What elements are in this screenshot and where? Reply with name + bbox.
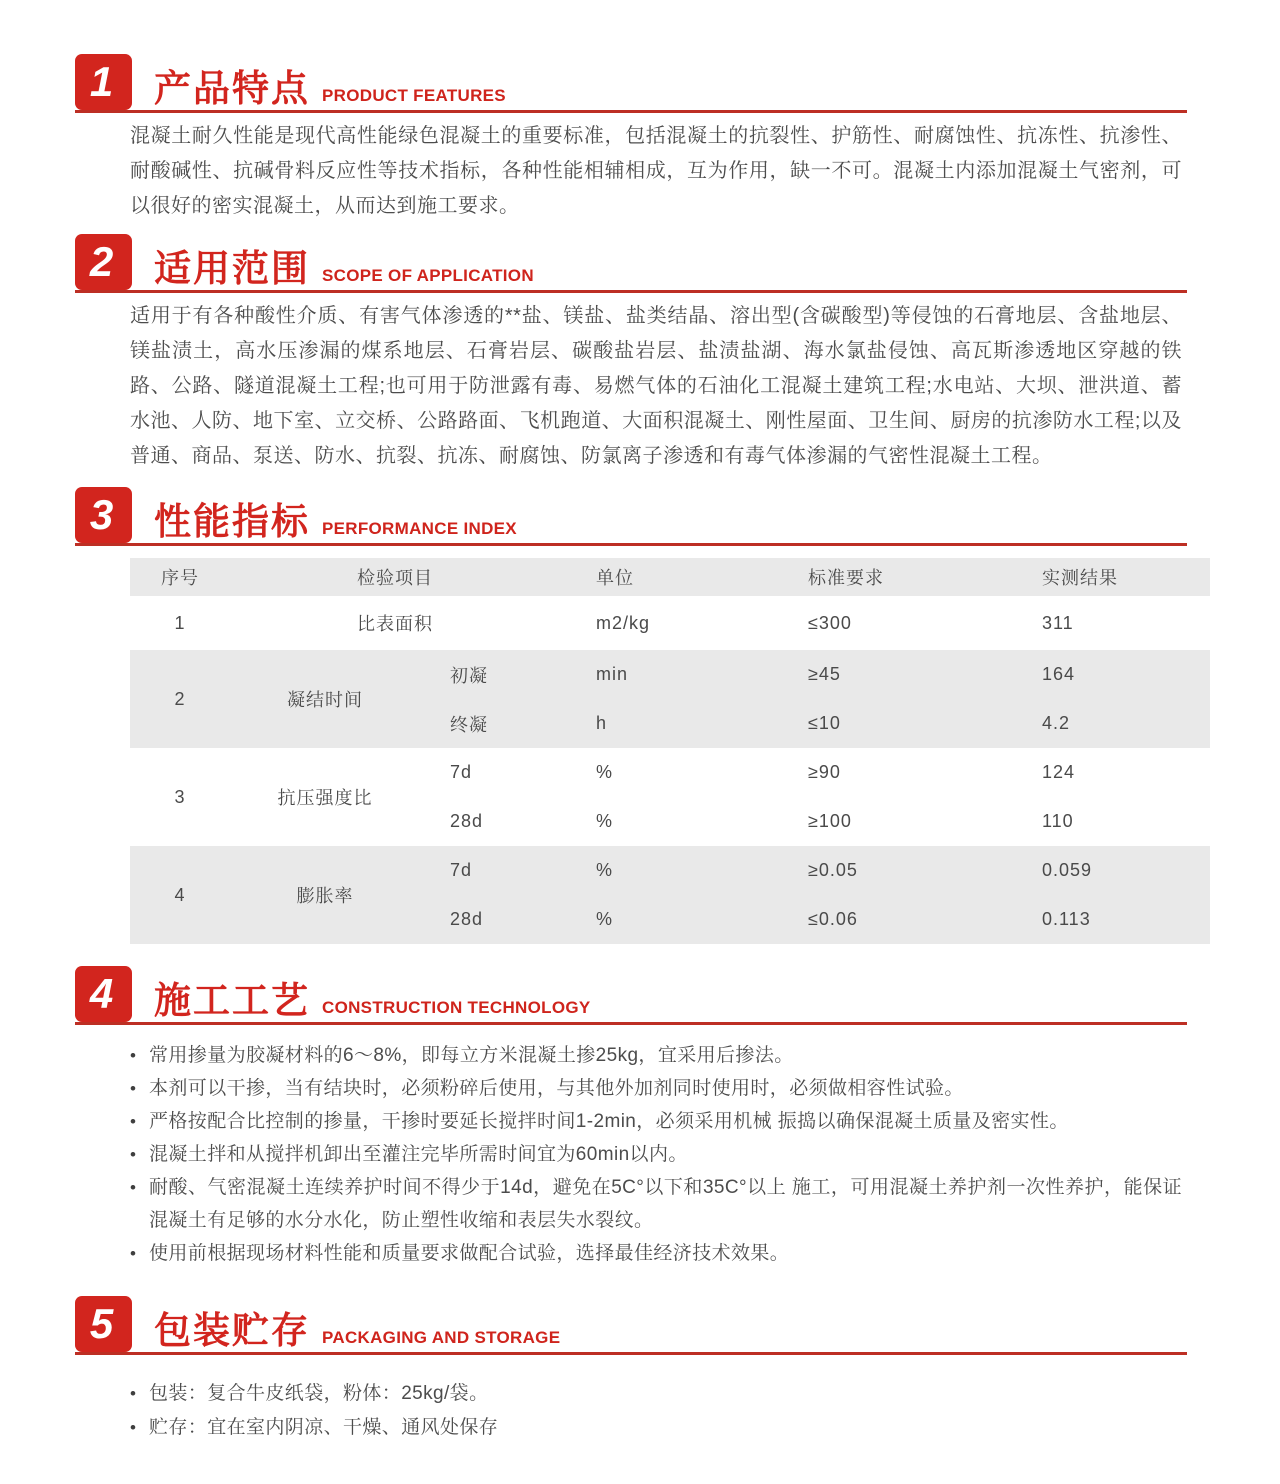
section-5-number-badge — [75, 1296, 132, 1352]
col-header-measured: 实测结果 — [1042, 568, 1118, 588]
section-construction-technology — [0, 964, 1280, 1270]
cell-no: 4 — [174, 884, 186, 905]
cell-standard: ≥100 — [808, 811, 852, 831]
section-4-title: 施工工艺 — [154, 980, 310, 1021]
cell-subitem: 28d — [450, 811, 484, 831]
cell-unit: % — [596, 811, 614, 831]
section-product-features — [0, 52, 1280, 224]
col-header-no: 序号 — [161, 568, 199, 588]
cell-unit: min — [596, 664, 629, 684]
section-2-number: 2 — [89, 238, 114, 285]
cell-measured: 0.113 — [1042, 909, 1091, 929]
section-2-number-badge — [75, 234, 132, 290]
section-1-number-badge — [75, 54, 132, 110]
cell-unit: % — [596, 762, 614, 782]
cell-no: 2 — [174, 688, 186, 709]
table-header-row — [130, 558, 1210, 596]
col-header-standard: 标准要求 — [808, 568, 884, 588]
cell-standard: ≥45 — [808, 664, 841, 684]
cell-standard: ≤300 — [808, 612, 852, 633]
section-2-subtitle: SCOPE OF APPLICATION — [322, 266, 534, 285]
section-4-number-badge — [75, 966, 132, 1022]
section-performance-index — [0, 485, 1280, 944]
cell-item: 比表面积 — [357, 614, 433, 634]
section-5-subtitle: PACKAGING AND STORAGE — [322, 1328, 561, 1347]
cell-no: 1 — [174, 612, 186, 633]
section-1-subtitle: PRODUCT FEATURES — [322, 86, 506, 105]
cell-measured: 164 — [1042, 664, 1076, 684]
cell-unit: % — [596, 909, 614, 929]
cell-item: 凝结时间 — [287, 690, 363, 710]
bullet-item: • 混凝土拌和从搅拌机卸出至灌注完毕所需时间宜为60min以内。 — [128, 1138, 1182, 1171]
section-2-title: 适用范围 — [154, 248, 310, 289]
section-2-header — [75, 232, 1187, 293]
bullet-item: • 包装：复合牛皮纸袋，粉体：25kg/袋。 — [128, 1377, 1182, 1411]
packaging-and-storage-list — [128, 1377, 1182, 1445]
section-4-header — [75, 964, 1187, 1025]
section-1-number: 1 — [89, 58, 114, 105]
bullet-item: • 耐酸、气密混凝土连续养护时间不得少于14d，避免在5C°以下和35C°以上 施工，可用混凝土养护剂一次性养护，能保证混凝土有足够的水分水化，防止塑性收缩和表层失水裂纹。 — [128, 1171, 1182, 1237]
table-row-specific-surface — [130, 596, 1210, 650]
cell-unit: % — [596, 860, 614, 880]
col-header-item: 检验项目 — [357, 568, 433, 588]
cell-subitem: 7d — [450, 762, 473, 782]
cell-subitem: 初凝 — [450, 665, 488, 686]
table-row-compressive-7d — [130, 748, 1210, 797]
section-4-subtitle: CONSTRUCTION TECHNOLOGY — [322, 998, 591, 1017]
cell-measured: 124 — [1042, 762, 1076, 782]
bullet-item: • 贮存：宜在室内阴凉、干燥、通风处保存 — [128, 1411, 1182, 1445]
section-5-header — [75, 1294, 1187, 1355]
construction-technology-list — [128, 1039, 1182, 1270]
cell-standard: ≥90 — [808, 762, 841, 782]
table-row-expansion-7d — [130, 846, 1210, 895]
bullet-item: • 常用掺量为胶凝材料的6～8%，即每立方米混凝土掺25kg，宜采用后掺法。 — [128, 1039, 1182, 1072]
section-1-header — [75, 52, 1187, 113]
product-features-paragraph: 混凝土耐久性能是现代高性能绿色混凝土的重要标准，包括混凝土的抗裂性、护筋性、耐腐蚀性、抗冻性、抗渗性、耐酸碱性、抗碱骨料反应性等技术指标，各种性能相辅相成，互为作用，缺一不可。混凝土内添加混凝土气密剂，可以很好的密实混凝土，从而达到施工要求。 — [130, 125, 1182, 217]
scope-of-application-paragraph: 适用于有各种酸性介质、有害气体渗透的**盐、镁盐、盐类结晶、溶出型(含碳酸型)等侵蚀的石膏地层、含盐地层、镁盐渍土，高水压渗漏的煤系地层、石膏岩层、碳酸盐岩层、盐渍盐湖、海水氯盐侵蚀、高瓦斯渗透地区穿越的铁路、公路、隧道混凝土工程;也可用于防泄露有毒、易燃气体的石油化工混凝土建筑工程;水电站、大坝、泄洪道、蓄水池、人防、地下室、立交桥、公路路面、飞机跑道、大面积混凝土、刚性屋面、卫生间、厨房的抗渗防水工程;以及普通、商品、泵送、防水、抗裂、抗冻、耐腐蚀、防氯离子渗透和有毒气体渗漏的气密性混凝土工程。 — [130, 305, 1182, 467]
section-3-title: 性能指标 — [154, 501, 310, 542]
cell-standard: ≤0.06 — [808, 909, 858, 929]
section-5-title: 包装贮存 — [154, 1310, 310, 1351]
cell-subitem: 28d — [450, 909, 484, 929]
cell-unit: h — [596, 713, 608, 733]
cell-unit: m2/kg — [596, 612, 651, 633]
cell-subitem: 终凝 — [450, 714, 488, 735]
cell-measured: 311 — [1042, 612, 1074, 633]
cell-item: 抗压强度比 — [277, 788, 373, 808]
cell-subitem: 7d — [450, 860, 473, 880]
cell-item: 膨胀率 — [296, 886, 354, 906]
section-1-title: 产品特点 — [154, 68, 310, 109]
cell-measured: 110 — [1042, 811, 1074, 831]
section-scope-of-application — [0, 232, 1280, 474]
bullet-item: • 使用前根据现场材料性能和质量要求做配合试验，选择最佳经济技术效果。 — [128, 1237, 1182, 1270]
cell-measured: 4.2 — [1042, 713, 1071, 733]
section-3-number: 3 — [89, 491, 114, 538]
section-5-number: 5 — [89, 1300, 114, 1347]
cell-measured: 0.059 — [1042, 860, 1093, 880]
bullet-item: • 本剂可以干掺，当有结块时，必须粉碎后使用，与其他外加剂同时使用时，必须做相容性试验。 — [128, 1072, 1182, 1105]
section-3-number-badge — [75, 487, 132, 543]
cell-standard: ≤10 — [808, 713, 841, 733]
section-3-header — [75, 485, 1187, 546]
cell-standard: ≥0.05 — [808, 860, 858, 880]
section-4-number: 4 — [89, 970, 114, 1017]
section-packaging-and-storage — [0, 1294, 1280, 1445]
table-row-setting-time-initial — [130, 650, 1210, 699]
section-3-subtitle: PERFORMANCE INDEX — [322, 519, 517, 538]
performance-index-table — [130, 558, 1210, 944]
bullet-item: • 严格按配合比控制的掺量，干掺时要延长搅拌时间1-2min，必须采用机械 振捣以确保混凝土质量及密实性。 — [128, 1105, 1182, 1138]
cell-no: 3 — [174, 786, 186, 807]
col-header-unit: 单位 — [596, 568, 634, 588]
